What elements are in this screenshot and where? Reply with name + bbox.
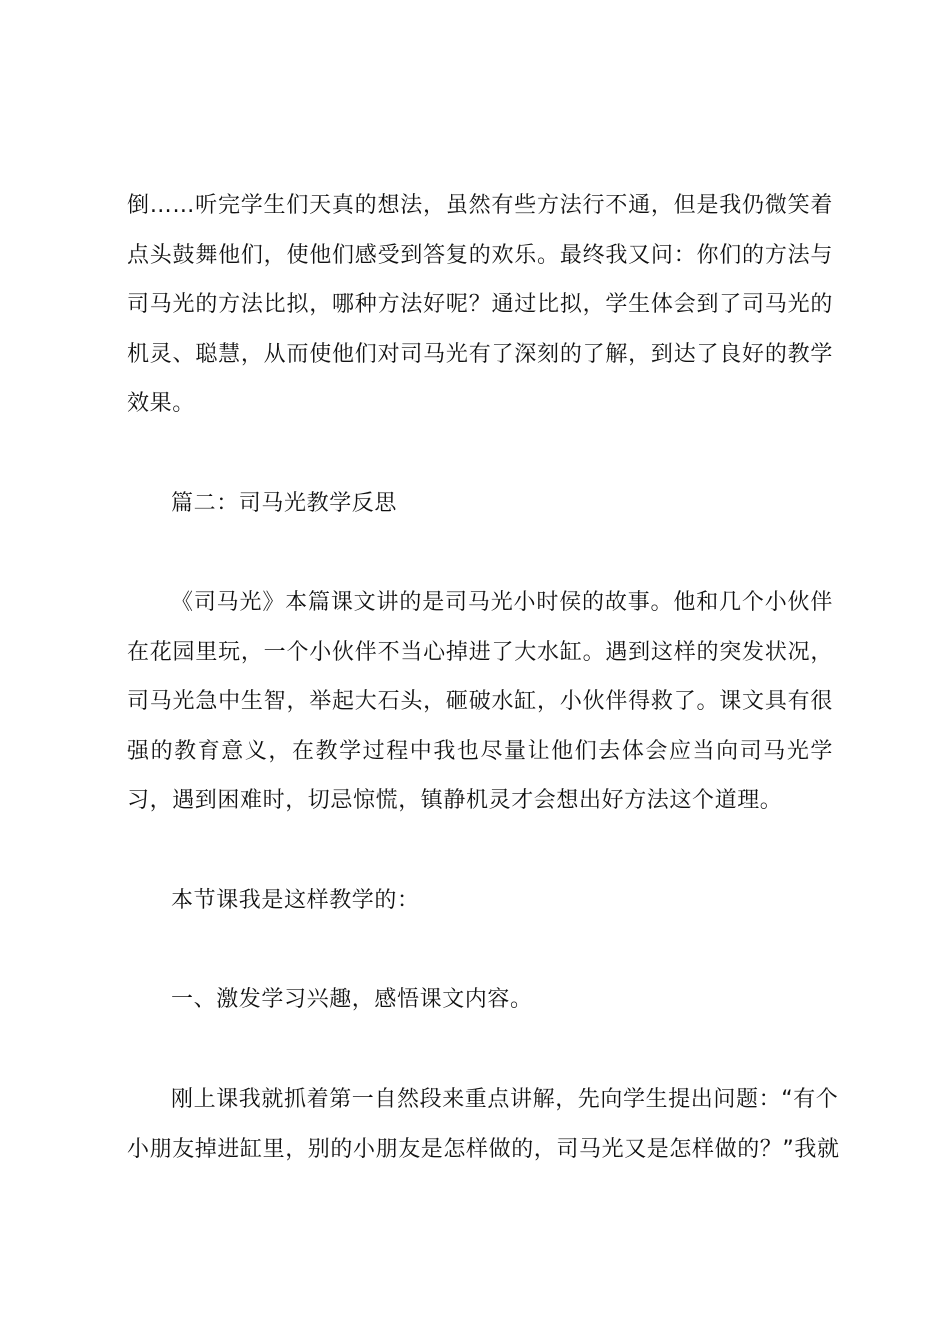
paragraph-line: 强的教育意义，在教学过程中我也尽量让他们去体会应当向司马光学 — [127, 738, 833, 764]
paragraph-line: 刚上课我就抓着第一自然段来重点讲解，先向学生提出问题：“有个 — [171, 1087, 839, 1112]
section-title: 篇二：司马光教学反思 — [171, 491, 398, 516]
section-heading — [127, 479, 833, 529]
paragraph-method-intro — [127, 876, 833, 926]
paragraph-intro — [127, 578, 833, 826]
paragraph-line: 司马光急中生智，举起大石头，砸破水缸，小伙伴得救了。课文具有很 — [127, 689, 833, 714]
paragraph-continuation — [127, 181, 833, 429]
paragraph-line: 小朋友掉进缸里，别的小朋友是怎样做的，司马光又是怎样做的？”我就 — [127, 1136, 840, 1162]
paragraph-line: 司马光的方法比拟，哪种方法好呢？通过比拟，学生体会到了司马光的 — [127, 292, 833, 317]
subheading-step-one — [127, 975, 833, 1025]
paragraph-line: 本节课我是这样教学的： — [171, 888, 420, 913]
paragraph-line: 机灵、聪慧，从而使他们对司马光有了深刻的了解，到达了良好的教学 — [127, 341, 833, 367]
paragraph-line: 效果。 — [127, 391, 195, 416]
paragraph-line: 习，遇到困难时，切忌惊慌，镇静机灵才会想出好方法这个道理。 — [127, 788, 783, 813]
paragraph-line: 倒……听完学生们天真的想法，虽然有些方法行不通，但是我仍微笑着 — [127, 193, 833, 218]
subheading-text: 一、激发学习兴趣，感悟课文内容。 — [171, 987, 533, 1012]
paragraph-line: 《司马光》本篇课文讲的是司马光小时侯的故事。他和几个小伙伴 — [171, 590, 833, 615]
paragraph-line: 点头鼓舞他们，使他们感受到答复的欢乐。最终我又问：你们的方法与 — [127, 242, 833, 268]
paragraph-line: 在花园里玩，一个小伙伴不当心掉进了大水缸。遇到这样的突发状况， — [127, 639, 833, 665]
paragraph-step-one — [127, 1075, 840, 1174]
